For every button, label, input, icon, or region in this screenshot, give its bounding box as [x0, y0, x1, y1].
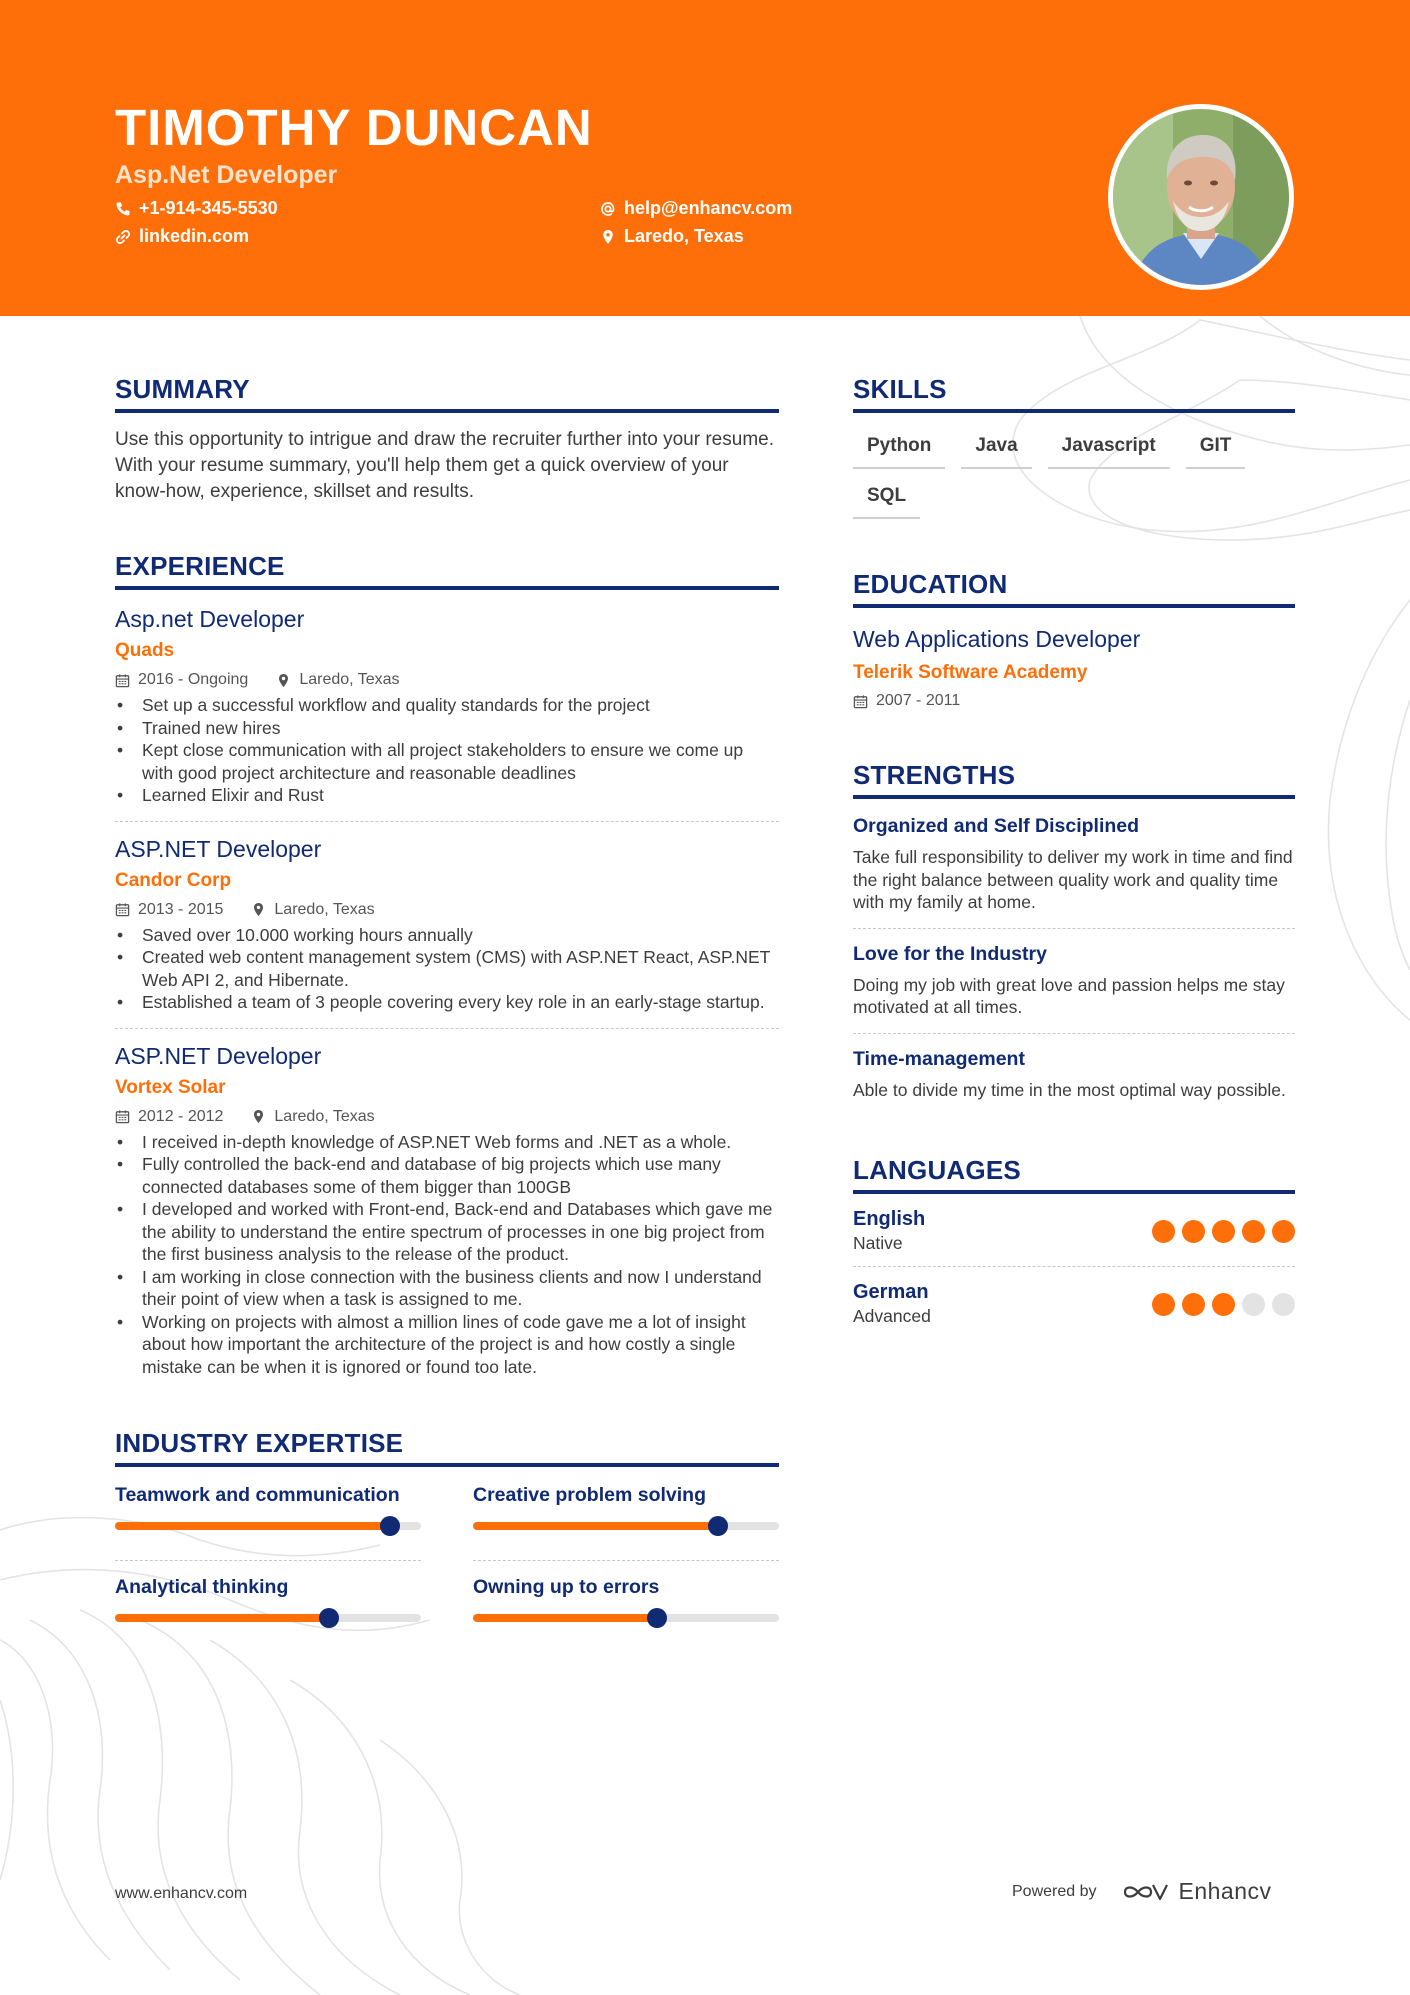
job-location-text: Laredo, Texas	[274, 1107, 375, 1125]
phone-text: +1-914-345-5530	[139, 198, 278, 218]
bullet-item: • Created web content management system (CMS) with ASP.NET React, ASP.NET Web API 2, and Hibernate.	[115, 946, 779, 991]
location-pin-icon	[251, 1109, 266, 1124]
rating-dot-filled	[1272, 1220, 1295, 1243]
bullet-item: • I developed and worked with Front-end, Back-end and Databases which gave me the ability to understand the entire spectrum of processes in one big project from the first business analysis to the release of the product.	[115, 1198, 779, 1266]
language-level: Native	[853, 1233, 903, 1253]
expertise-slider	[115, 1614, 421, 1622]
education-dates	[853, 692, 1295, 710]
bullet-item: • Set up a successful workflow and quality standards for the project	[115, 694, 779, 717]
bullet-item: • Learned Elixir and Rust	[115, 784, 779, 807]
slider-knob	[647, 1608, 667, 1628]
bullet-item: • I am working in close connection with the business clients and now I understand their point of view when a task is assigned to me.	[115, 1266, 779, 1311]
rating-dot-filled	[1212, 1293, 1235, 1316]
job-meta	[115, 901, 779, 919]
bullet-item: • Kept close communication with all project stakeholders to ensure we come up with good project architecture and reasonable deadlines	[115, 739, 779, 784]
email-text: help@enhancv.com	[624, 198, 793, 218]
linkedin-contact[interactable]	[115, 226, 249, 247]
location-pin-icon	[251, 902, 266, 917]
location-contact	[600, 226, 744, 247]
strengths-heading: STRENGTHS	[853, 760, 1295, 799]
expertise-heading: INDUSTRY EXPERTISE	[115, 1428, 779, 1467]
strength-item	[853, 1034, 1295, 1116]
strength-title: Organized and Self Disciplined	[853, 815, 1140, 837]
job-meta	[115, 671, 779, 689]
footer-website[interactable]: www.enhancv.com	[115, 1885, 248, 1902]
slider-fill	[473, 1522, 718, 1530]
language-name: English	[853, 1208, 926, 1230]
bullet-item: • Established a team of 3 people covering every key role in an early-stage startup.	[115, 991, 779, 1014]
bullet-item: • Working on projects with almost a million lines of code gave me a lot of insight about how important the architecture of the project is and how costly a single mistake can be when it is ignored or found too late.	[115, 1311, 779, 1379]
strengths-section	[853, 760, 1295, 1115]
strength-title: Time-management	[853, 1047, 1025, 1070]
candidate-name: TIMOTHY DUNCAN	[115, 99, 593, 156]
expertise-grid	[115, 1483, 779, 1652]
job-title: Asp.net Developer	[115, 606, 305, 632]
experience-item	[115, 822, 779, 1029]
bullet-item: • Saved over 10.000 working hours annually	[115, 924, 779, 947]
job-bullets	[115, 1131, 779, 1379]
email-contact[interactable]	[600, 198, 792, 219]
job-title: ASP.NET Developer	[115, 1042, 322, 1069]
skills-heading: SKILLS	[853, 374, 1295, 413]
rating-dot-filled	[1242, 1220, 1265, 1243]
expertise-name: Creative problem solving	[473, 1484, 706, 1506]
language-item	[853, 1267, 1295, 1339]
experience-section	[115, 551, 779, 1392]
job-dates	[115, 1108, 223, 1126]
phone-icon	[115, 201, 131, 217]
rating-dot-filled	[1152, 1293, 1175, 1316]
school-name: Telerik Software Academy	[853, 662, 1088, 683]
right-column	[853, 374, 1295, 1339]
expertise-name: Owning up to errors	[473, 1576, 660, 1598]
phone-contact[interactable]	[115, 198, 278, 219]
rating-dot-filled	[1152, 1220, 1175, 1243]
slider-fill	[115, 1522, 390, 1530]
enhancv-logo-icon	[1123, 1880, 1169, 1904]
strength-description: Take full responsibility to deliver my work in time and find the right balance between quality work and quality time with my family at home.	[853, 847, 1293, 912]
calendar-icon	[853, 694, 868, 709]
summary-section	[115, 374, 779, 505]
bullet-item: • I received in-depth knowledge of ASP.NET Web forms and .NET as a whole.	[115, 1131, 779, 1154]
languages-heading: LANGUAGES	[853, 1155, 1295, 1194]
brand-name: Enhancv	[1178, 1878, 1272, 1904]
language-item	[853, 1194, 1295, 1267]
location-text: Laredo, Texas	[624, 226, 744, 246]
expertise-slider	[473, 1614, 779, 1622]
education-section	[853, 569, 1295, 710]
language-name: German	[853, 1281, 929, 1303]
expertise-item	[473, 1560, 779, 1652]
link-icon	[115, 229, 131, 245]
expertise-name: Analytical thinking	[115, 1576, 289, 1598]
experience-item	[115, 590, 779, 822]
skills-section	[853, 374, 1295, 519]
job-location	[251, 901, 374, 919]
rating-dot-filled	[1182, 1220, 1205, 1243]
skill-tag: Python	[853, 435, 945, 469]
slider-fill	[115, 1614, 329, 1622]
rating-dot-empty	[1272, 1293, 1295, 1316]
slider-fill	[473, 1614, 657, 1622]
rating-dot-filled	[1212, 1220, 1235, 1243]
summary-text: Use this opportunity to intrigue and draw the recruiter further into your resume. With your resume summary, you'll help them get a quick overview of your know-how, experience, skillset and results.	[115, 429, 774, 502]
company-name: Candor Corp	[115, 869, 232, 891]
job-location-text: Laredo, Texas	[299, 671, 400, 688]
skills-list	[853, 435, 1295, 519]
calendar-icon	[115, 1109, 130, 1124]
expertise-item	[473, 1483, 779, 1560]
job-bullets	[115, 694, 779, 807]
header-banner	[0, 0, 1410, 316]
powered-by-text: Powered by	[1012, 1882, 1097, 1900]
job-location	[251, 1108, 374, 1126]
job-dates-text: 2012 - 2012	[138, 1107, 224, 1125]
skill-tag: Java	[961, 435, 1031, 469]
strength-description: Doing my job with great love and passion helps me stay motivated at all times.	[853, 974, 1285, 1017]
brand-logo[interactable]	[1123, 1878, 1272, 1905]
footer-branding	[1012, 1878, 1272, 1905]
linkedin-text: linkedin.com	[139, 226, 250, 246]
candidate-title: Asp.Net Developer	[115, 161, 338, 189]
education-dates-text: 2007 - 2011	[876, 692, 961, 709]
location-pin-icon	[276, 673, 291, 688]
job-title: ASP.NET Developer	[115, 835, 322, 862]
job-dates-text: 2016 - Ongoing	[138, 671, 249, 688]
calendar-icon	[115, 902, 130, 917]
portrait-image	[1113, 109, 1289, 285]
strength-item	[853, 799, 1295, 929]
skill-tag: GIT	[1186, 435, 1246, 469]
slider-knob	[319, 1608, 339, 1628]
experience-item	[115, 1029, 779, 1393]
location-pin-icon	[600, 229, 616, 245]
expertise-item	[115, 1483, 421, 1560]
skill-tag: Javascript	[1048, 435, 1170, 469]
job-dates	[115, 901, 223, 919]
job-dates	[115, 671, 248, 689]
strength-description: Able to divide my time in the most optimal way possible.	[853, 1079, 1286, 1100]
rating-dot-filled	[1182, 1293, 1205, 1316]
rating-dot-empty	[1242, 1293, 1265, 1316]
strength-item	[853, 929, 1295, 1034]
expertise-slider	[115, 1522, 421, 1530]
expertise-item	[115, 1560, 421, 1652]
language-level: Advanced	[853, 1306, 931, 1326]
expertise-name: Teamwork and communication	[115, 1484, 400, 1506]
language-rating	[1152, 1293, 1295, 1316]
slider-knob	[708, 1516, 728, 1536]
at-icon	[600, 201, 616, 217]
slider-knob	[380, 1516, 400, 1536]
expertise-section	[115, 1428, 779, 1652]
job-bullets	[115, 924, 779, 1014]
left-column	[115, 374, 779, 1652]
summary-heading: SUMMARY	[115, 374, 779, 413]
expertise-slider	[473, 1522, 779, 1530]
job-location	[276, 671, 399, 689]
company-name: Vortex Solar	[115, 1076, 226, 1098]
education-heading: EDUCATION	[853, 569, 1295, 608]
profile-photo	[1108, 104, 1294, 290]
job-meta	[115, 1108, 779, 1126]
language-rating	[1152, 1220, 1295, 1243]
experience-heading: EXPERIENCE	[115, 551, 779, 590]
job-location-text: Laredo, Texas	[274, 900, 375, 918]
bullet-item: • Fully controlled the back-end and database of big projects which use many connected databases some of them bigger than 100GB	[115, 1153, 779, 1198]
bullet-item: • Trained new hires	[115, 717, 779, 740]
company-name: Quads	[115, 640, 175, 661]
calendar-icon	[115, 673, 130, 688]
languages-section	[853, 1155, 1295, 1339]
job-dates-text: 2013 - 2015	[138, 900, 224, 918]
degree-title: Web Applications Developer	[853, 626, 1141, 652]
strength-title: Love for the Industry	[853, 942, 1047, 965]
skill-tag: SQL	[853, 485, 920, 519]
